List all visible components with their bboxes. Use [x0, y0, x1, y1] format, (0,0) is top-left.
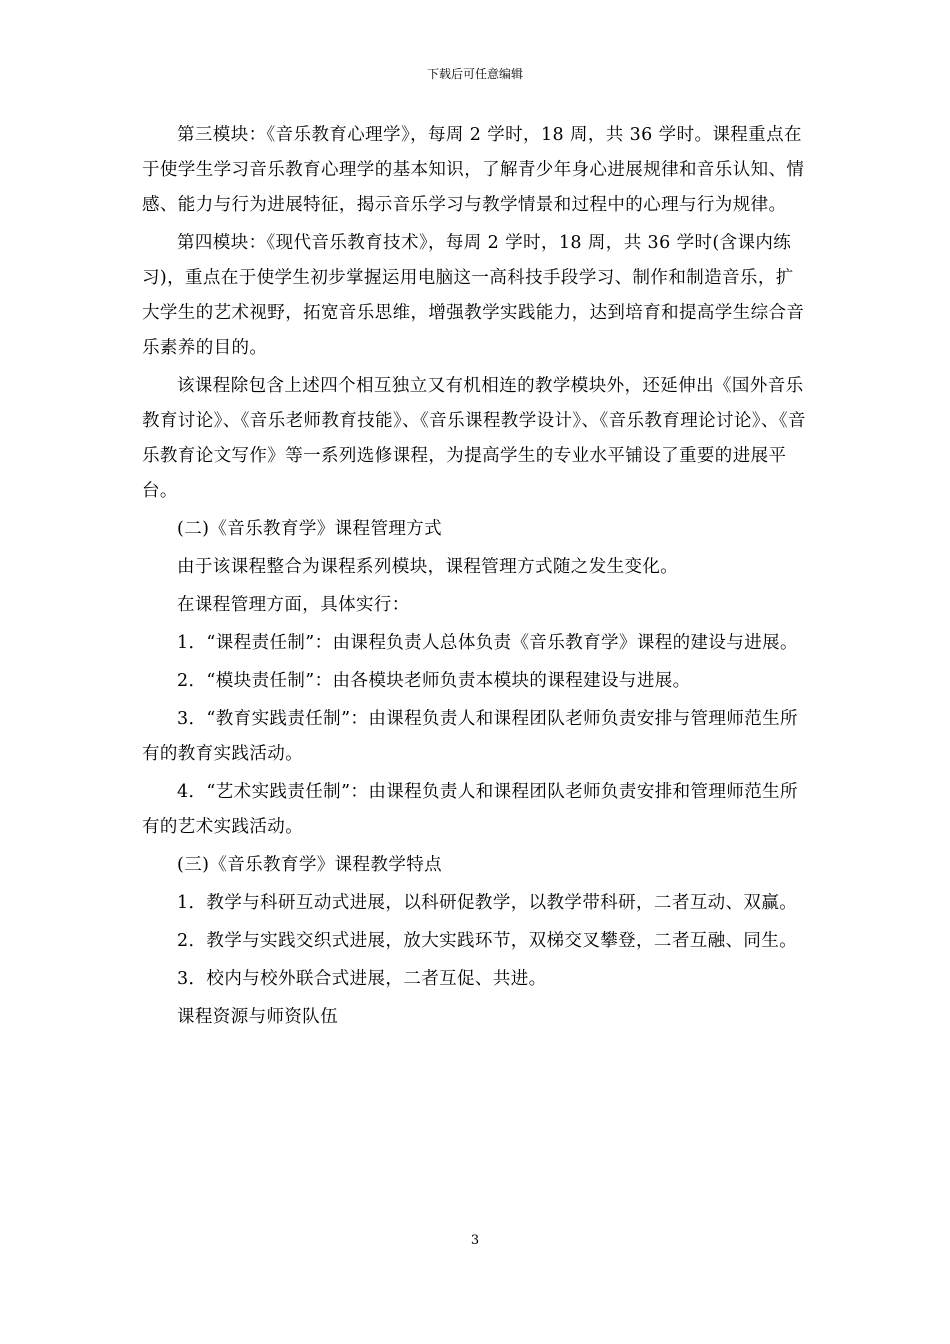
list-item-teaching-research: 1．教学与科研互动式进展，以科研促教学，以教学带科研，二者互动、双赢。 — [177, 893, 798, 913]
list-item-art-practice: 4．“艺术实践责任制”：由课程负责人和课程团队老师负责安排和管理师范生所有的艺术实践活动。 — [142, 782, 798, 837]
paragraph-management-lead: 在课程管理方面，具体实行： — [177, 595, 410, 615]
list-item-education-practice: 3．“教育实践责任制”：由课程负责人和课程团队老师负责安排与管理师范生所有的教育实践活动。 — [142, 709, 798, 764]
list-item-module-responsibility: 2．“模块责任制”：由各模块老师负责本模块的课程建设与进展。 — [177, 671, 691, 691]
section-heading-features: (三)《音乐教育学》课程教学特点 — [177, 855, 443, 875]
paragraph-elective-courses: 该课程除包含上述四个相互独立又有机相连的教学模块外，还延伸出《国外音乐教育讨论》、《音乐老师教育技能》、《音乐课程教学设计》、《音乐教育理论讨论》、《音乐教育论文写作》等一系列选修课程，为提高学生的专业水平铺设了重要的进展平台。 — [142, 376, 806, 501]
list-item-campus-cooperation: 3．校内与校外联合式进展，二者互促、共进。 — [177, 969, 547, 989]
paragraph-management-intro: 由于该课程整合为课程系列模块，课程管理方式随之发生变化。 — [177, 557, 679, 577]
section-heading-resources: 课程资源与师资队伍 — [177, 1007, 339, 1027]
section-heading-management: (二)《音乐教育学》课程管理方式 — [177, 519, 443, 539]
page-number: 3 — [470, 1233, 480, 1248]
document-body — [142, 118, 810, 1038]
paragraph-module-three: 第三模块：《音乐教育心理学》，每周 2 学时，18 周，共 36 学时。课程重点在于使学生学习音乐教育心理学的基本知识，了解青少年身心进展规律和音乐认知、情感、能力与行为进展特征，揭示音乐学习与教学情景和过程中的心理与行为规律。 — [142, 125, 805, 215]
list-item-course-responsibility: 1．“课程责任制”：由课程负责人总体负责《音乐教育学》课程的建设与进展。 — [177, 633, 798, 653]
list-item-teaching-practice: 2．教学与实践交织式进展，放大实践环节，双梯交叉攀登，二者互融、同生。 — [177, 931, 798, 951]
paragraph-module-four: 第四模块：《现代音乐教育技术》，每周 2 学时，18 周，共 36 学时(含课内练习)，重点在于使学生初步掌握运用电脑这一高科技手段学习、制作和制造音乐，扩大学生的艺术视野，拓宽音乐思维，增强教学实践能力，达到培育和提高学生综合音乐素养的目的。 — [142, 233, 805, 358]
page-header: 下载后可任意编辑 — [426, 67, 523, 81]
